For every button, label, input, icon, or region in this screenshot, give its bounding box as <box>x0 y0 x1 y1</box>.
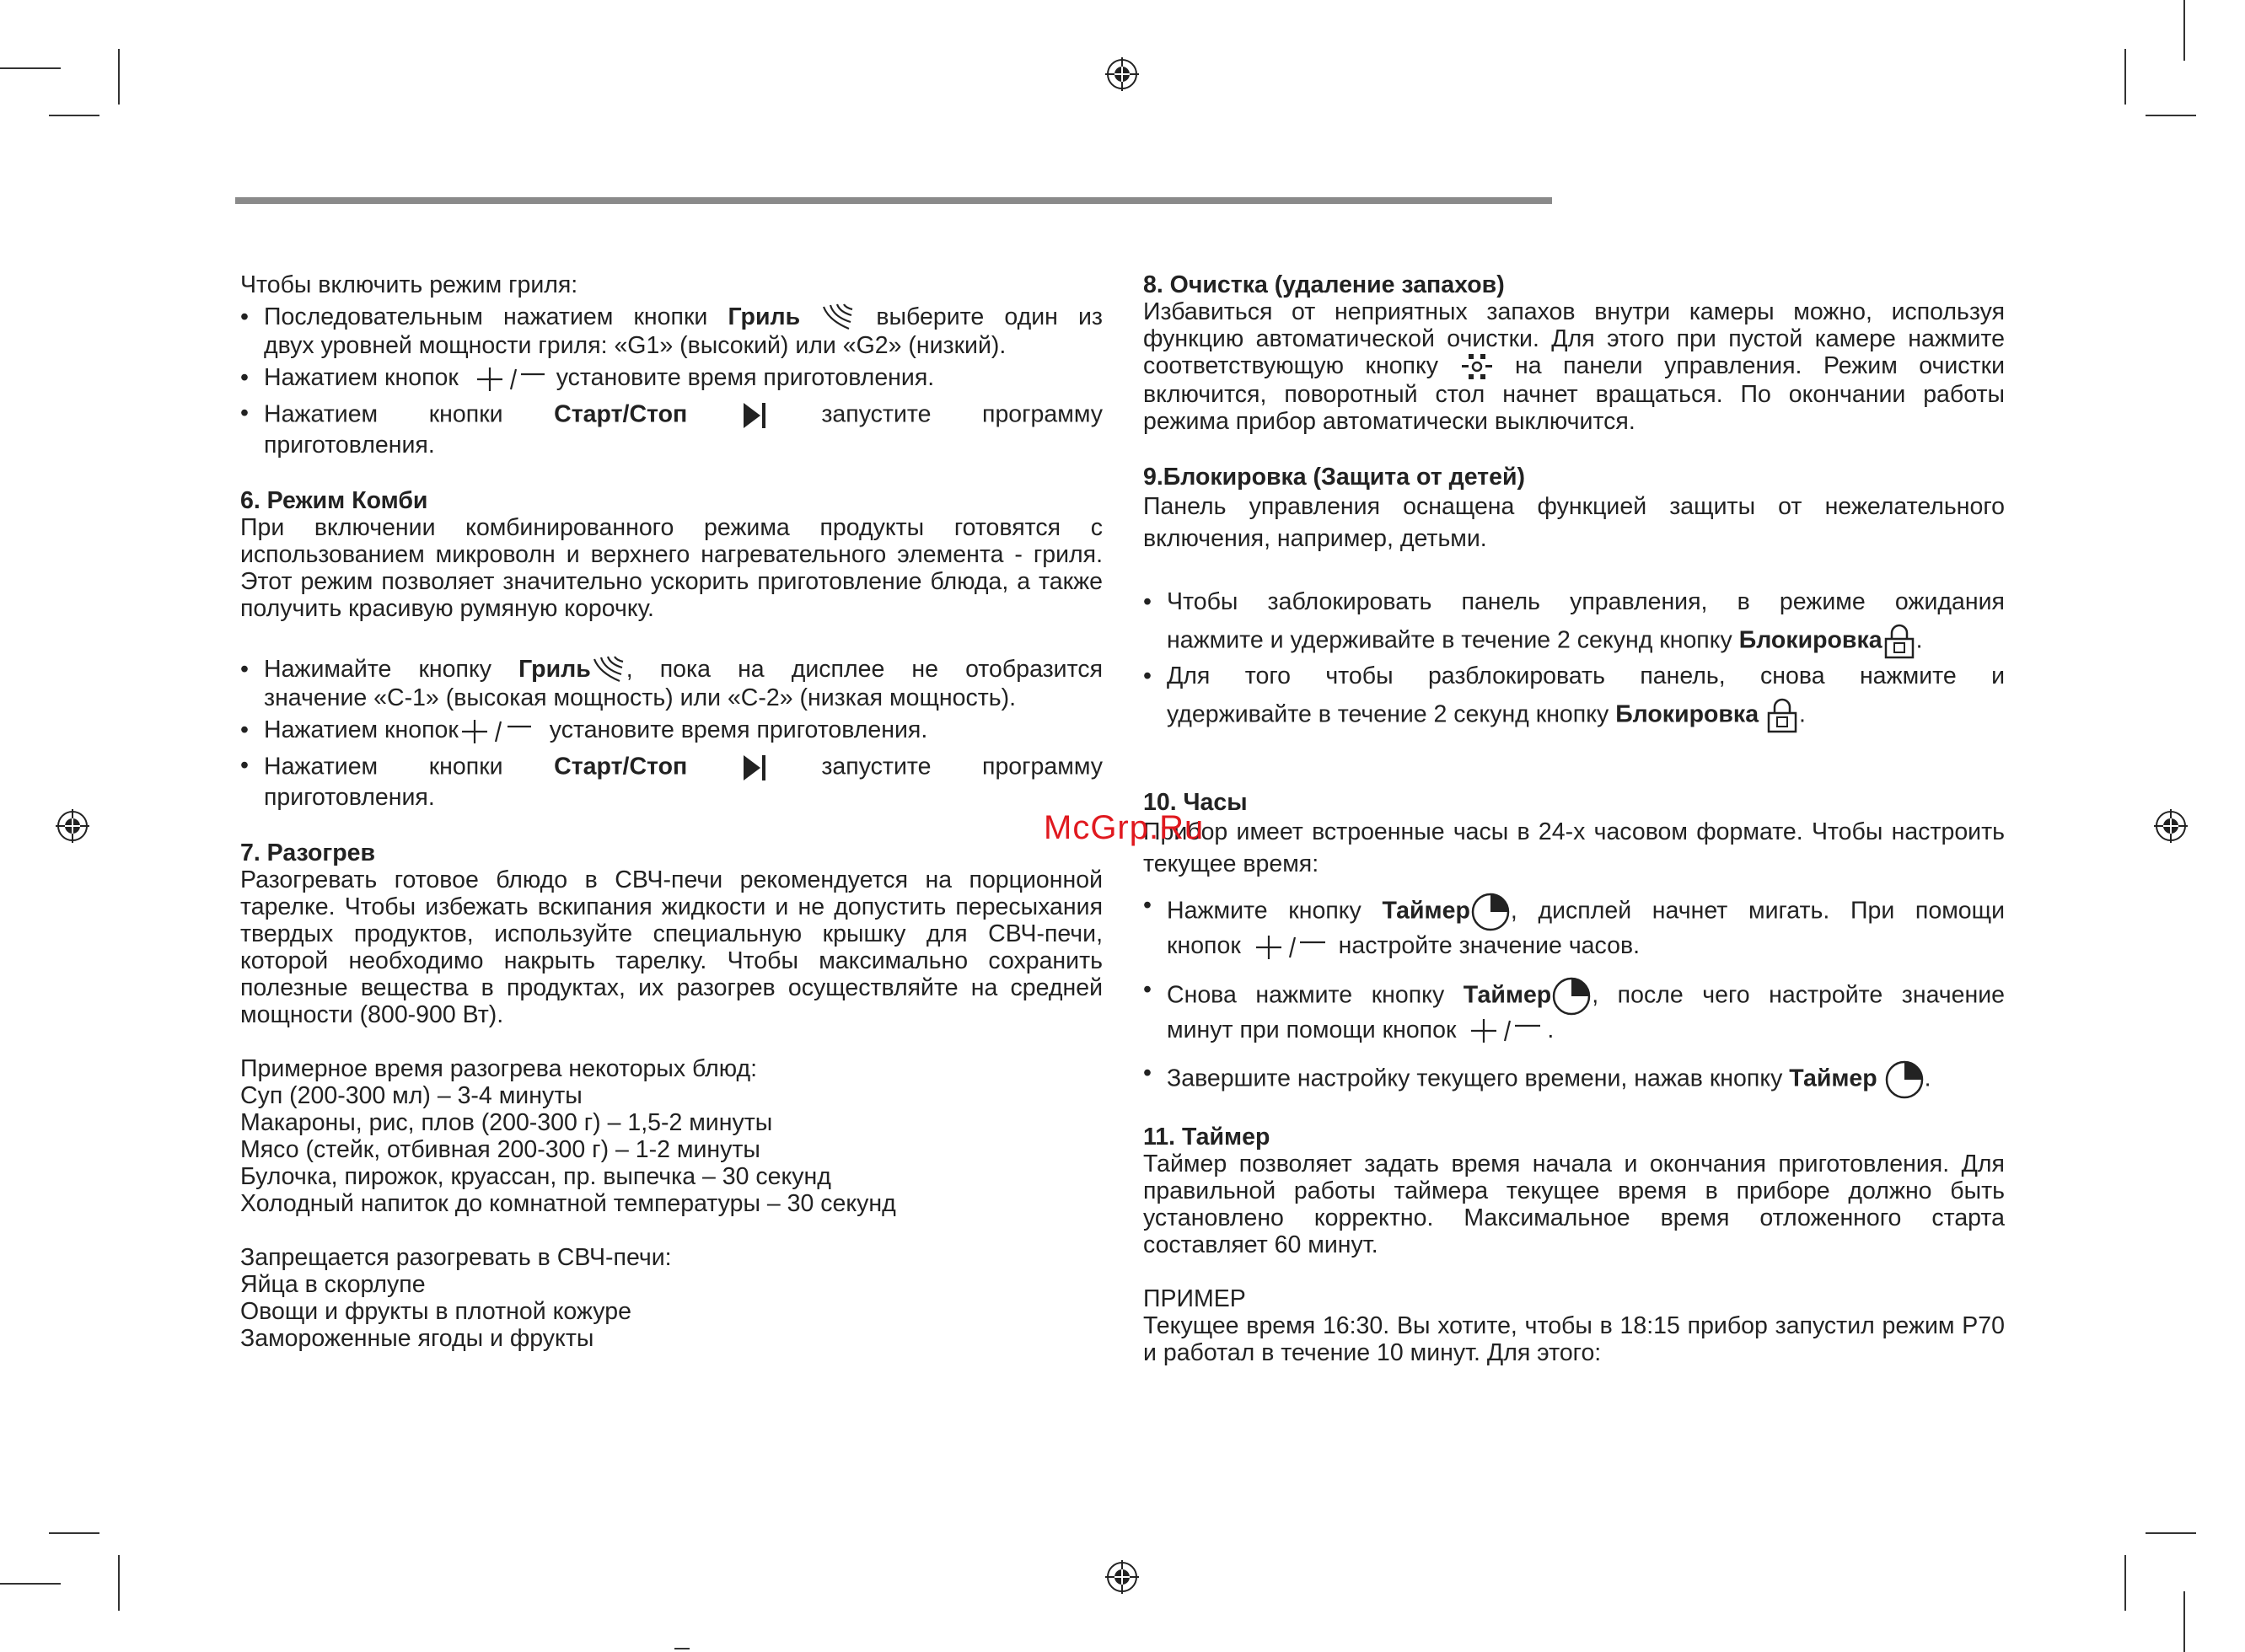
crop-mark <box>49 115 99 116</box>
list-item: • Завершите настройку текущего времени, нажав кнопку Таймер . <box>1143 1059 2005 1100</box>
plus-minus-icon <box>465 366 550 393</box>
crop-mark <box>49 1532 99 1534</box>
text-line: нажмите и удерживайте в течение 2 секунд кнопку Блокировка . <box>1143 624 2005 659</box>
reheat-times-title: Примерное время разогрева некоторых блюд: <box>240 1054 758 1082</box>
crop-mark <box>2124 1555 2126 1611</box>
list-item: Булочка, пирожок, круассан, пр. выпечка – 30 секунд <box>240 1162 831 1190</box>
section-text-combi: При включении комбинированного режима продукты готовятся с использованием микроволн и верхнего нагревательного элемента - гриля. Этот режим позволяет значительно ускорить приготовление блюда, а также получить красивую румяную корочку. <box>240 513 1103 622</box>
list-item: • Нажатием кнопок установите время приготовления. <box>240 716 1103 744</box>
left-column <box>240 271 1103 1352</box>
forbidden-title: Запрещается разогревать в СВЧ-печи: <box>240 1243 672 1271</box>
list-item: • Для того чтобы разблокировать панель, снова нажмите и <box>1143 662 2005 689</box>
timer-icon <box>1470 892 1511 932</box>
section-text-lock: Панель управления оснащена функцией защиты от нежелательного включения, например, детьми. <box>1143 493 2005 553</box>
list-item: • Нажатием кнопки Старт/Стоп запустите программу <box>240 400 1103 432</box>
lock-icon <box>1765 698 1799 733</box>
list-item: • Нажмите кнопку Таймер , дисплей начнет мигать. При помощи <box>1143 892 2005 932</box>
list-item: Суп (200-300 мл) – 3-4 минуты <box>240 1081 583 1109</box>
section-title-lock: 9.Блокировка (Защита от детей) <box>1143 464 1525 491</box>
text-line: удерживайте в течение 2 секунд кнопку Блокировка . <box>1143 698 2005 733</box>
example-text: Текущее время 16:30. Вы хотите, чтобы в 18:15 прибор запустил режим Р70 и работал в течение 10 минут. Для этого: <box>1143 1312 2005 1367</box>
grill-icon <box>591 656 626 684</box>
crop-mark <box>0 1583 61 1585</box>
section-title-clock: 10. Часы <box>1143 789 1248 817</box>
crop-mark <box>2146 115 2196 116</box>
section-title-cleaning: 8. Очистка (удаление запахов) <box>1143 271 1505 298</box>
list-item: Овощи и фрукты в плотной кожуре <box>240 1297 631 1325</box>
watermark: McGrp.Ru <box>1044 809 1205 846</box>
list-item: Замороженные ягоды и фрукты <box>240 1324 594 1352</box>
list-item: • Нажатием кнопки Старт/Стоп запустите программу <box>240 752 1103 784</box>
right-column <box>1143 271 2005 1366</box>
start-stop-icon <box>738 752 771 784</box>
crop-mark <box>118 1555 120 1611</box>
crop-mark <box>2183 1591 2185 1652</box>
crop-mark <box>2146 1532 2196 1534</box>
example-title: ПРИМЕР <box>1143 1285 1246 1313</box>
list-item: • Нажатием кнопок установите время приготовления. <box>240 364 1103 392</box>
list-item: Яйца в скорлупе <box>240 1270 426 1298</box>
grill-intro: Чтобы включить режим гриля: <box>240 271 578 298</box>
start-stop-icon <box>738 400 771 432</box>
plus-minus-icon <box>1248 934 1332 961</box>
crop-mark <box>2183 0 2185 61</box>
lock-icon <box>1882 624 1916 659</box>
grill-icon <box>820 303 856 332</box>
list-item: Макароны, рис, плов (200-300 г) – 1,5-2 минуты <box>240 1108 773 1136</box>
section-title-reheat: 7. Разогрев <box>240 839 376 866</box>
registration-mark-icon <box>1104 1558 1141 1596</box>
text-line: приготовления. <box>264 431 435 459</box>
header-bar <box>235 197 1552 204</box>
text-line: значение «С-1» (высокая мощность) или «С-2» (низкая мощность). <box>264 684 1017 712</box>
text-line: приготовления. <box>264 783 435 811</box>
section-text-clock: Прибор имеет встроенные часы в 24-х часовом формате. Чтобы настроить текущее время: <box>1143 818 2005 878</box>
list-item: Мясо (стейк, отбивная 200-300 г) – 1-2 минуты <box>240 1135 760 1163</box>
list-item: • Нажимайте кнопку Гриль , пока на дисплее не отобразится <box>240 656 1103 684</box>
timer-icon <box>1551 976 1592 1016</box>
registration-mark-icon <box>54 807 91 845</box>
plus-minus-icon <box>459 718 543 745</box>
section-text-timer: Таймер позволяет задать время начала и окончания приготовления. Для правильной работы таймера текущее время в приборе должно быть установлено корректно. Максимальное время отложенного старта составляет 60 минут. <box>1143 1150 2005 1259</box>
registration-mark-icon <box>1104 56 1141 93</box>
section-text-cleaning: Избавиться от неприятных запахов внутри камеры можно, используя функцию автоматической очистки. Для этого при пустой камере нажмите соответствующую кнопку на панели управления. Режим очистки включится, поворотный стол начнет вращаться. По окончании работы режима прибор автоматически выключится. <box>1143 298 2005 436</box>
list-item: • Чтобы заблокировать панель управления, в режиме ожидания <box>1143 588 2005 615</box>
text-line: двух уровней мощности гриля: «G1» (высокий) или «G2» (низкий). <box>264 332 1007 360</box>
list-item: Холодный напиток до комнатной температуры – 30 секунд <box>240 1189 896 1217</box>
section-text-reheat: Разогревать готовое блюдо в СВЧ-печи рекомендуется на порционной тарелке. Чтобы избежать вскипания жидкости и не допустить пересыхания твердых продуктов, используйте специальную крышку для СВЧ-печи, которой необходимо накрыть тарелку. Чтобы максимально сохранить полезные вещества в продуктах, их разогрев осуществляйте на средней мощности (800-900 Вт). <box>240 866 1103 1028</box>
plus-minus-icon <box>1463 1017 1547 1044</box>
timer-icon <box>1884 1059 1925 1100</box>
cleaning-icon <box>1460 352 1494 381</box>
crop-mark <box>0 67 61 69</box>
list-item: • Снова нажмите кнопку Таймер , после чего настройте значение <box>1143 976 2005 1016</box>
list-item: • Последовательным нажатием кнопки Гриль выберите один из <box>240 303 1103 332</box>
crop-mark <box>2124 49 2126 105</box>
crop-mark <box>674 1648 690 1649</box>
section-title-combi: 6. Режим Комби <box>240 486 428 514</box>
text-line: минут при помощи кнопок . <box>1167 1016 1555 1043</box>
crop-mark <box>118 49 120 105</box>
section-title-timer: 11. Таймер <box>1143 1124 1270 1151</box>
registration-mark-icon <box>2152 807 2189 845</box>
text-line: кнопок настройте значение часов. <box>1167 932 1641 960</box>
